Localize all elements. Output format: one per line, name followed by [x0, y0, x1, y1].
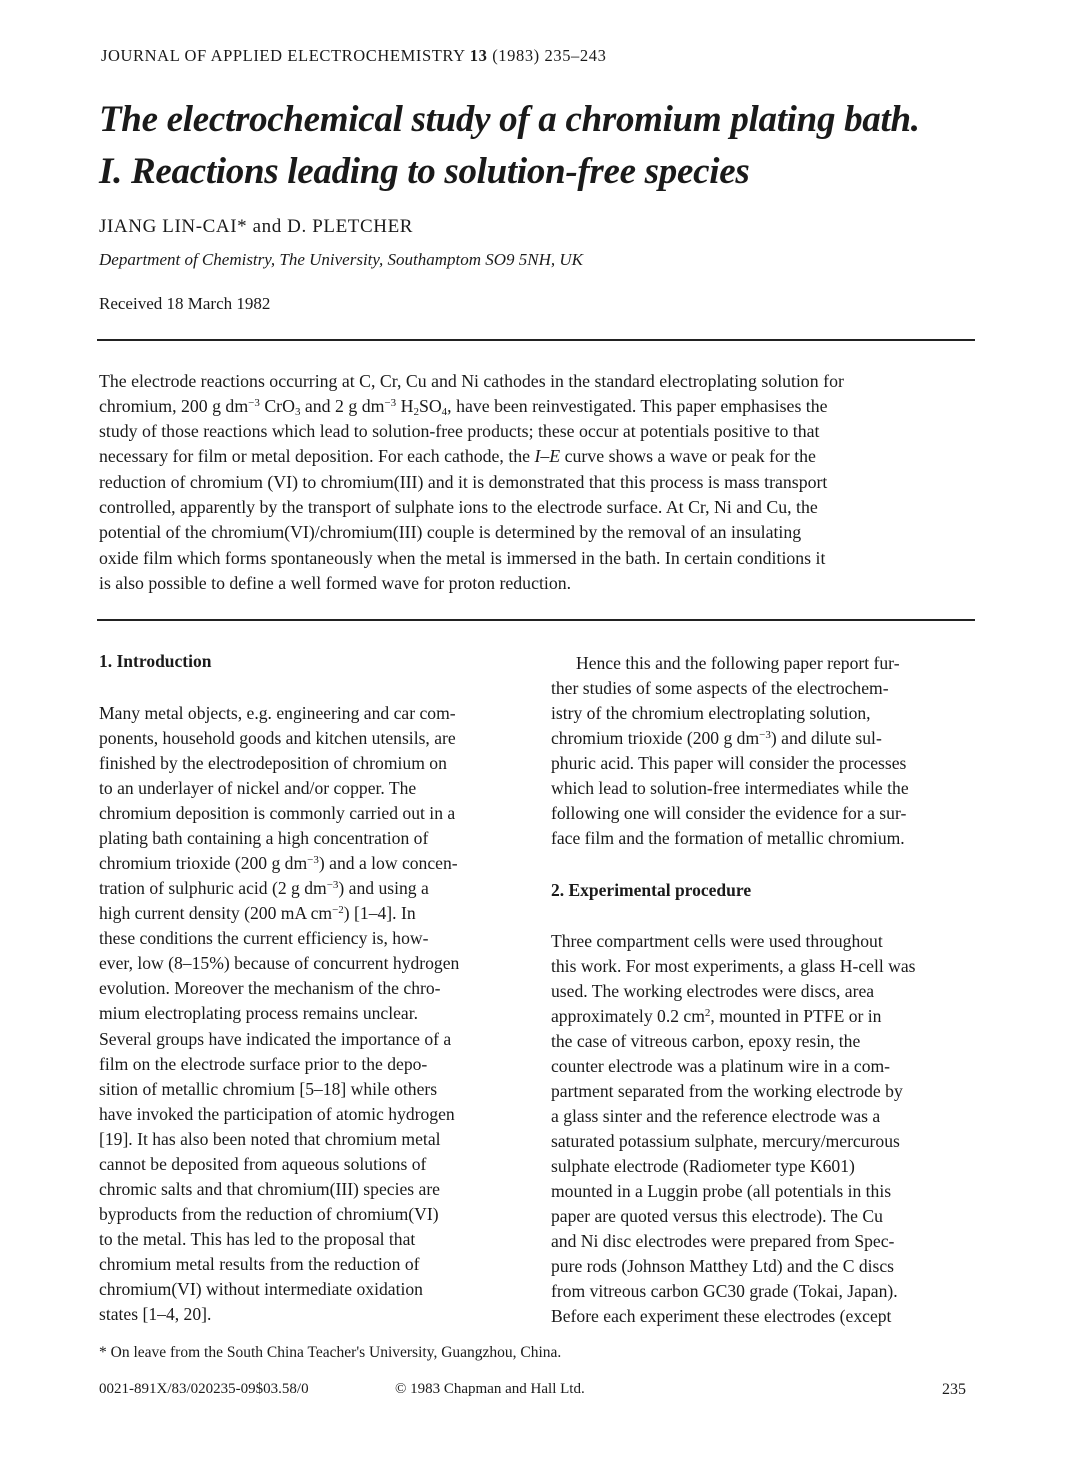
intro-line: states [1–4, 20].: [99, 1304, 212, 1324]
experimental-line: partment separated from the working electrode by: [551, 1081, 903, 1101]
body-line: following one will consider the evidence for a sur-: [551, 803, 907, 823]
abstract-line: oxide film which forms spontaneously when the metal is immersed in the bath. In certain conditions it: [99, 548, 826, 568]
experimental-line: approximately 0.2 $cm^2$, mounted in PTFE or in: [551, 1006, 882, 1026]
abstract-line: controlled, apparently by the transport of sulphate ions to the electrode surface. At Cr, Ni and Cu, the: [99, 497, 818, 517]
intro-line: chromium(VI) without intermediate oxidation: [99, 1279, 423, 1299]
experimental-line: from vitreous carbon GC30 grade (Tokai, Japan).: [551, 1281, 898, 1301]
intro-line: tration of sulphuric acid (2 g $dm^{-3}$) and using a: [99, 878, 429, 898]
experimental-line: the case of vitreous carbon, epoxy resin, the: [551, 1031, 861, 1051]
experimental-line: saturated potassium sulphate, mercury/mercurous: [551, 1131, 900, 1151]
page-number: 235: [942, 1381, 966, 1398]
body-line: ther studies of some aspects of the electrochem-: [551, 678, 889, 698]
journal-citation: [101, 46, 606, 66]
experimental-line: this work. For most experiments, a glass H-cell was: [551, 956, 916, 976]
section-heading-introduction: 1. Introduction: [99, 651, 212, 671]
intro-line: to the metal. This has led to the proposal that: [99, 1229, 416, 1249]
journal-name: JOURNAL OF APPLIED ELECTROCHEMISTRY: [101, 46, 466, 65]
intro-line: finished by the electrodeposition of chromium on: [99, 753, 447, 773]
intro-line: high current density (200 mA $cm^{-2}$) [1–4]. In: [99, 903, 416, 923]
footer-issn: 0021-891X/83/020235-09$03.58/0: [99, 1381, 309, 1397]
abstract-top-rule: [97, 339, 975, 341]
experimental-line: mounted in a Luggin probe (all potentials in this: [551, 1181, 892, 1201]
authors: JIANG LIN-CAI* and D. PLETCHER: [99, 216, 414, 237]
experimental-line: used. The working electrodes were discs, area: [551, 981, 875, 1001]
body-line: istry of the chromium electroplating solution,: [551, 703, 871, 723]
section-heading-experimental: 2. Experimental procedure: [551, 880, 752, 900]
journal-year-pages: (1983) 235–243: [492, 46, 607, 65]
intro-line: chromium trioxide (200 g $dm^{-3}$) and a low concen-: [99, 853, 458, 873]
intro-line: Many metal objects, e.g. engineering and car com-: [99, 703, 456, 723]
intro-line: Several groups have indicated the importance of a: [99, 1029, 452, 1049]
abstract-line: study of those reactions which lead to solution-free products; these occur at potentials positive to that: [99, 421, 820, 441]
paper-title-line-1: The electrochemical study of a chromium plating bath.: [99, 99, 920, 140]
paper-title-line-2: I. Reactions leading to solution-free species: [99, 151, 750, 192]
experimental-line: a glass sinter and the reference electrode was a: [551, 1106, 881, 1126]
body-line: which lead to solution-free intermediates while the: [551, 778, 909, 798]
abstract-bottom-rule: [97, 619, 975, 621]
abstract-line: reduction of chromium (VI) to chromium(III) and it is demonstrated that this process is mass transport: [99, 472, 828, 492]
experimental-line: Three compartment cells were used throughout: [551, 931, 883, 951]
intro-line: evolution. Moreover the mechanism of the chro-: [99, 978, 441, 998]
experimental-line: paper are quoted versus this electrode). The Cu: [551, 1206, 883, 1226]
body-line: face film and the formation of metallic chromium.: [551, 828, 905, 848]
intro-line: cannot be deposited from aqueous solutions of: [99, 1154, 427, 1174]
intro-line: to an underlayer of nickel and/or copper. The: [99, 778, 417, 798]
journal-volume: 13: [469, 46, 488, 65]
intro-line: [19]. It has also been noted that chromium metal: [99, 1129, 441, 1149]
intro-line: ponents, household goods and kitchen utensils, are: [99, 728, 456, 748]
footnote: * On leave from the South China Teacher's University, Guangzhou, China.: [99, 1344, 562, 1361]
abstract-line: The electrode reactions occurring at C, Cr, Cu and Ni cathodes in the standard electroplating solution for: [99, 371, 844, 391]
intro-line: film on the electrode surface prior to the depo-: [99, 1054, 428, 1074]
experimental-line: pure rods (Johnson Matthey Ltd) and the C discs: [551, 1256, 895, 1276]
abstract-line: is also possible to define a well formed wave for proton reduction.: [99, 573, 572, 593]
intro-line: have invoked the participation of atomic hydrogen: [99, 1104, 455, 1124]
experimental-line: and Ni disc electrodes were prepared from Spec-: [551, 1231, 895, 1251]
abstract-line: chromium, 200 g $dm^{-3}$ CrO$_3$ and 2 g $dm^{-3}$ $H_2SO_4$, have been reinvestigated. This paper emphasises the: [99, 396, 828, 418]
intro-line: chromium deposition is commonly carried out in a: [99, 803, 456, 823]
body-line: Hence this and the following paper report fur-: [576, 653, 900, 673]
intro-line: chromic salts and that chromium(III) species are: [99, 1179, 440, 1199]
body-line: phuric acid. This paper will consider the processes: [551, 753, 907, 773]
intro-line: chromium metal results from the reduction of: [99, 1254, 420, 1274]
intro-line: sition of metallic chromium [5–18] while others: [99, 1079, 438, 1099]
abstract-line: necessary for film or metal deposition. For each cathode, the I–E curve shows a wave or peak for the: [99, 446, 816, 466]
received-date: Received 18 March 1982: [99, 294, 271, 313]
experimental-line: sulphate electrode (Radiometer type K601): [551, 1156, 855, 1176]
intro-line: mium electroplating process remains unclear.: [99, 1003, 419, 1023]
footer-copyright: © 1983 Chapman and Hall Ltd.: [395, 1381, 585, 1397]
intro-line: ever, low (8–15%) because of concurrent hydrogen: [99, 953, 460, 973]
abstract-line: potential of the chromium(VI)/chromium(III) couple is determined by the removal of an insulating: [99, 522, 802, 542]
body-line: chromium trioxide (200 g $dm^{-3}$) and dilute sul-: [551, 728, 882, 748]
experimental-line: Before each experiment these electrodes (except: [551, 1306, 892, 1326]
affiliation: Department of Chemistry, The University, Southamptom SO9 5NH, UK: [99, 250, 584, 269]
intro-line: plating bath containing a high concentration of: [99, 828, 429, 848]
experimental-line: counter electrode was a platinum wire in a com-: [551, 1056, 891, 1076]
intro-line: byproducts from the reduction of chromium(VI): [99, 1204, 439, 1224]
intro-line: these conditions the current efficiency is, how-: [99, 928, 429, 948]
